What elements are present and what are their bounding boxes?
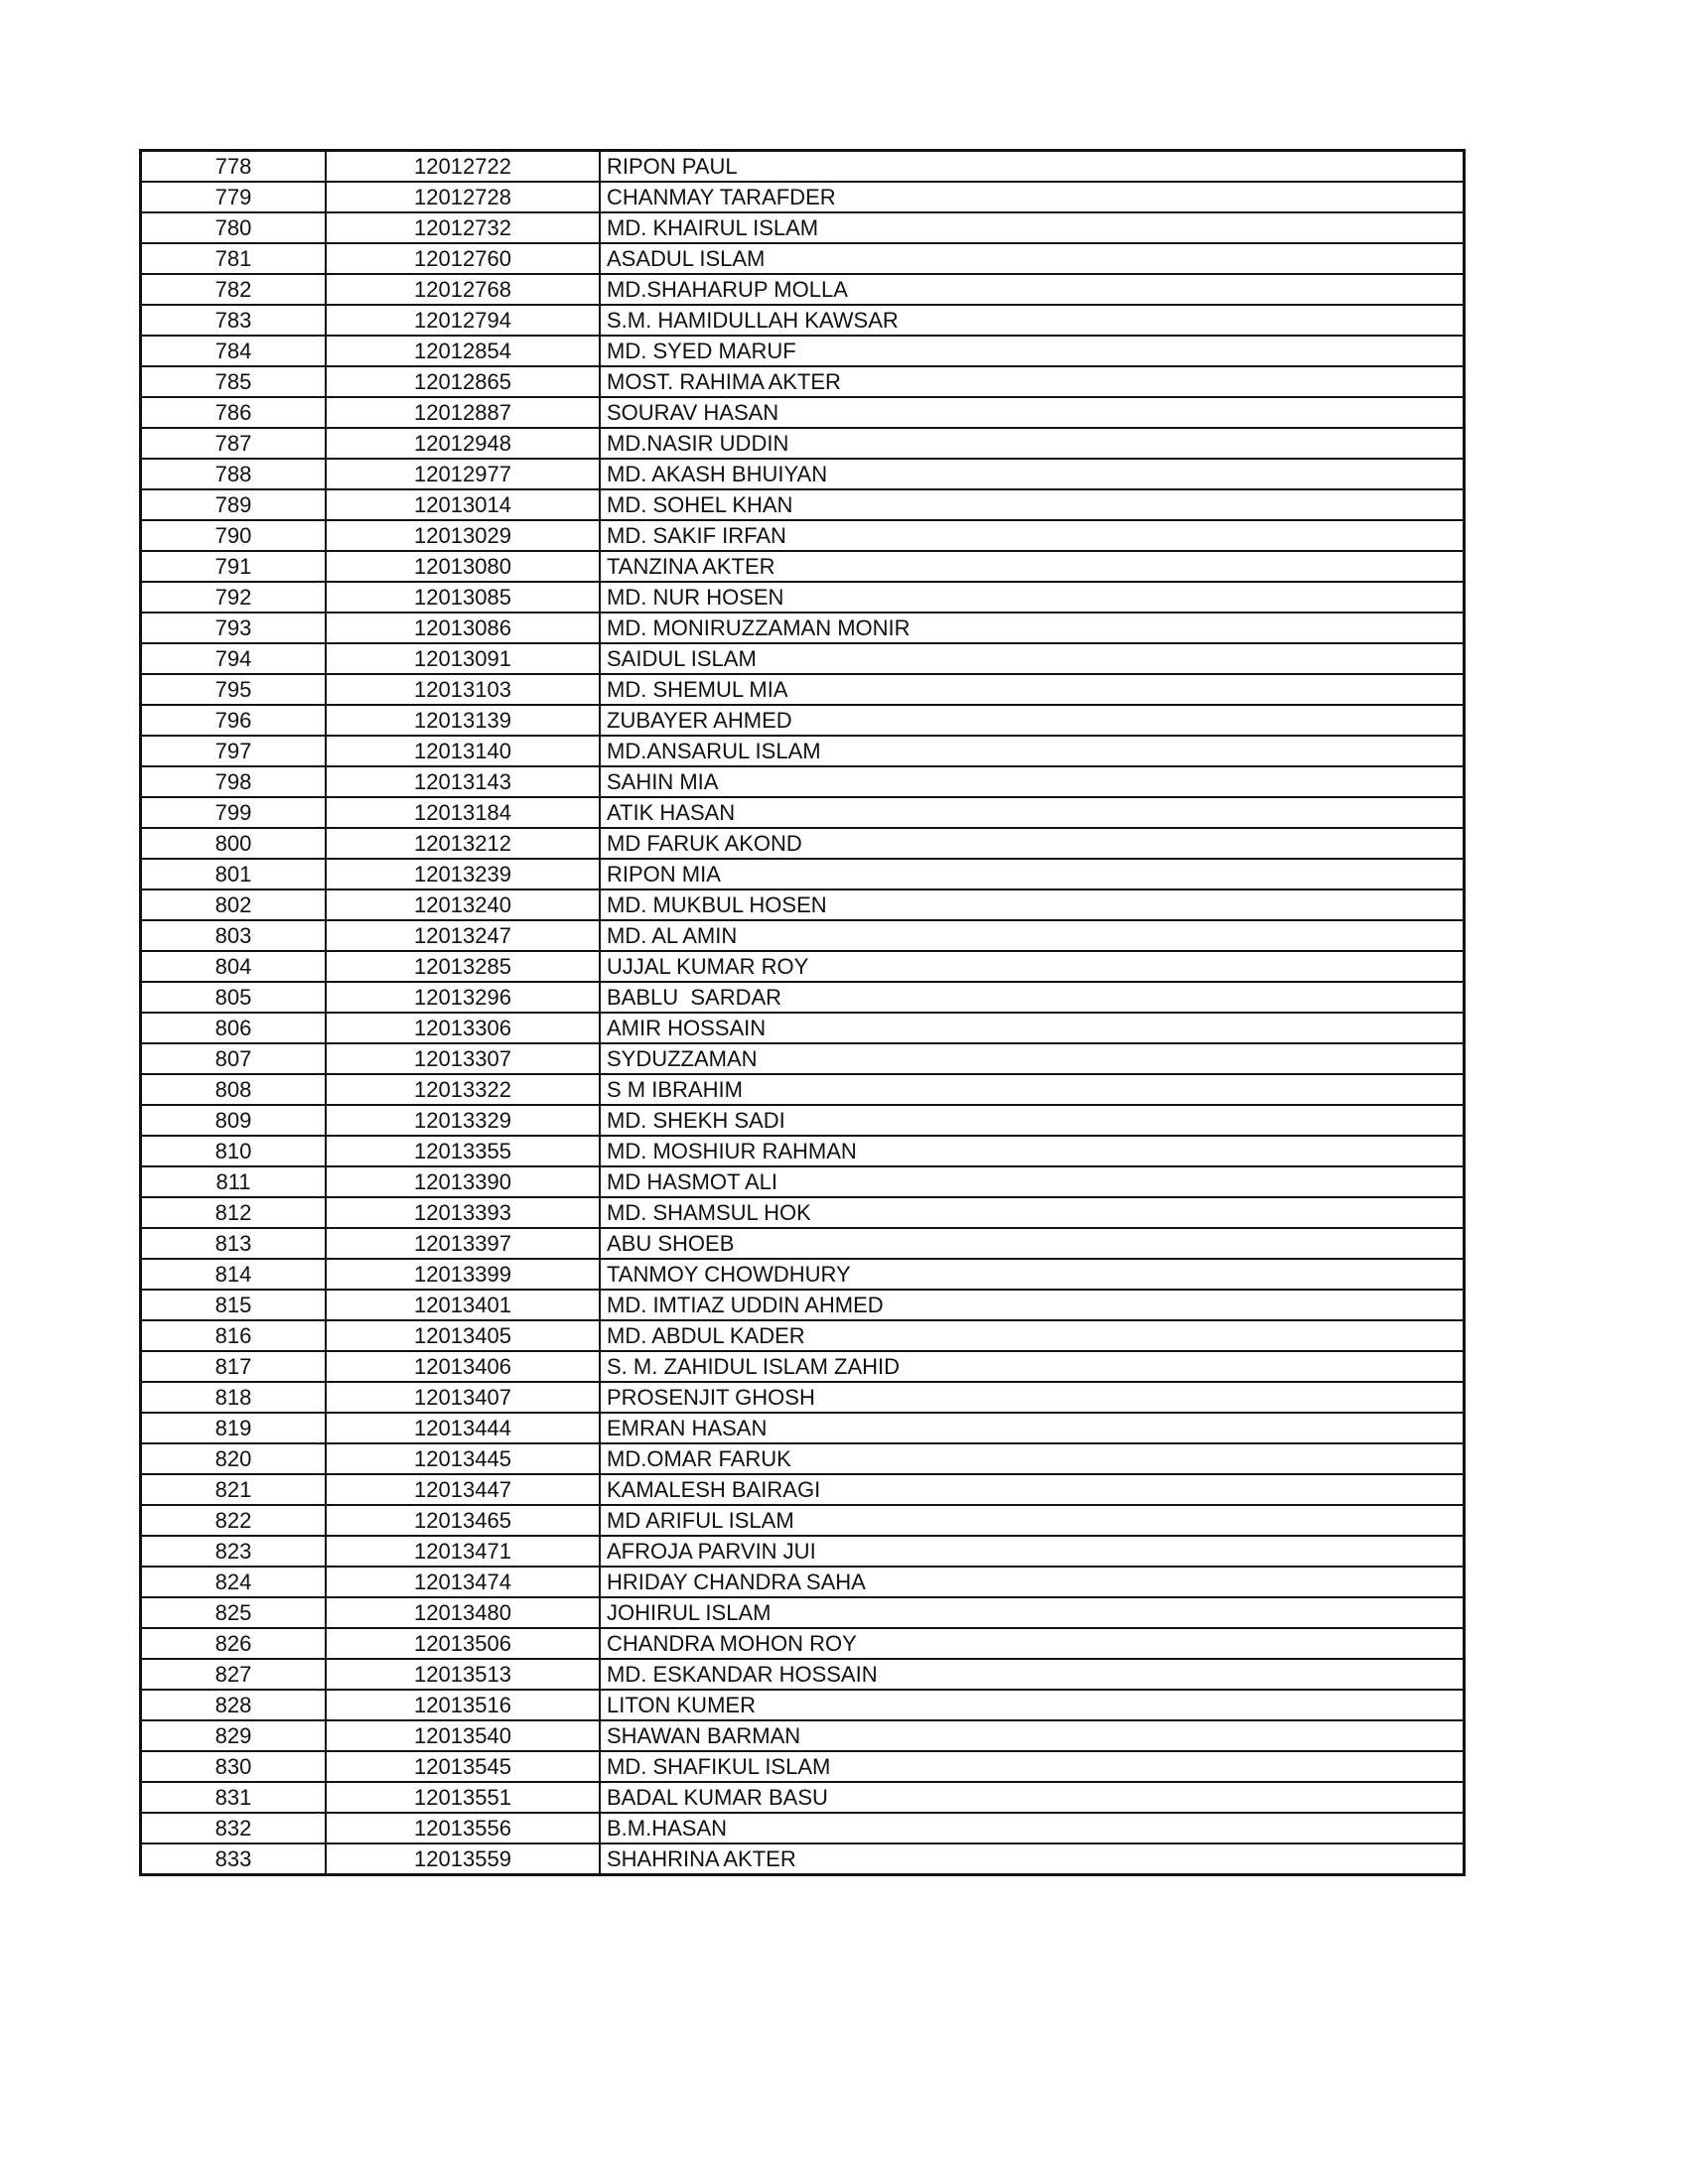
serial-cell: 811	[141, 1166, 327, 1197]
candidate-name-cell: MD HASMOT ALI	[600, 1166, 1465, 1197]
roll-number-cell: 12013029	[326, 520, 600, 551]
table-row	[141, 1043, 1465, 1074]
candidate-name-cell: SHAWAN BARMAN	[600, 1720, 1465, 1751]
serial-cell: 822	[141, 1505, 327, 1536]
roll-number-cell: 12013322	[326, 1074, 600, 1105]
candidate-name-cell: S.M. HAMIDULLAH KAWSAR	[600, 305, 1465, 336]
table-row	[141, 1382, 1465, 1413]
serial-cell: 794	[141, 643, 327, 674]
candidate-name-cell: MD.SHAHARUP MOLLA	[600, 274, 1465, 305]
serial-cell: 804	[141, 951, 327, 982]
table-row	[141, 489, 1465, 520]
serial-cell: 819	[141, 1413, 327, 1443]
table-row	[141, 705, 1465, 736]
serial-cell: 816	[141, 1320, 327, 1351]
table-row	[141, 1259, 1465, 1290]
table-row	[141, 1013, 1465, 1043]
serial-cell: 817	[141, 1351, 327, 1382]
roll-number-cell: 12013307	[326, 1043, 600, 1074]
table-row	[141, 1166, 1465, 1197]
serial-cell: 801	[141, 859, 327, 889]
candidate-name-cell: MD. AL AMIN	[600, 920, 1465, 951]
table-row	[141, 459, 1465, 489]
candidate-name-cell: S M IBRAHIM	[600, 1074, 1465, 1105]
table-row	[141, 1813, 1465, 1843]
serial-cell: 786	[141, 397, 327, 428]
roll-number-cell: 12012854	[326, 336, 600, 366]
roll-number-cell: 12013551	[326, 1782, 600, 1813]
candidate-name-cell: MD. ABDUL KADER	[600, 1320, 1465, 1351]
candidate-name-cell: MD.ANSARUL ISLAM	[600, 736, 1465, 766]
roll-number-cell: 12013140	[326, 736, 600, 766]
roll-number-cell: 12013397	[326, 1228, 600, 1259]
serial-cell: 808	[141, 1074, 327, 1105]
roll-number-cell: 12013465	[326, 1505, 600, 1536]
serial-cell: 790	[141, 520, 327, 551]
roll-number-cell: 12013513	[326, 1659, 600, 1690]
table-row	[141, 1074, 1465, 1105]
serial-cell: 798	[141, 766, 327, 797]
candidate-name-cell: ABU SHOEB	[600, 1228, 1465, 1259]
candidate-name-cell: TANMOY CHOWDHURY	[600, 1259, 1465, 1290]
candidate-name-cell: MD. SHEMUL MIA	[600, 674, 1465, 705]
candidate-name-cell: RIPON PAUL	[600, 151, 1465, 183]
roll-number-cell: 12013184	[326, 797, 600, 828]
serial-cell: 833	[141, 1843, 327, 1875]
roll-number-cell: 12012865	[326, 366, 600, 397]
candidate-name-cell: JOHIRUL ISLAM	[600, 1597, 1465, 1628]
table-row	[141, 1443, 1465, 1474]
candidate-name-cell: RIPON MIA	[600, 859, 1465, 889]
serial-cell: 818	[141, 1382, 327, 1413]
table-row	[141, 1320, 1465, 1351]
serial-cell: 827	[141, 1659, 327, 1690]
candidate-name-cell: MD. NUR HOSEN	[600, 582, 1465, 613]
table-row	[141, 336, 1465, 366]
roll-number-cell: 12012722	[326, 151, 600, 183]
serial-cell: 782	[141, 274, 327, 305]
table-row	[141, 1197, 1465, 1228]
roll-number-cell: 12013480	[326, 1597, 600, 1628]
candidate-name-cell: HRIDAY CHANDRA SAHA	[600, 1567, 1465, 1597]
roll-number-cell: 12013240	[326, 889, 600, 920]
serial-cell: 821	[141, 1474, 327, 1505]
candidate-name-cell: MD FARUK AKOND	[600, 828, 1465, 859]
serial-cell: 788	[141, 459, 327, 489]
serial-cell: 779	[141, 182, 327, 212]
roll-number-cell: 12013306	[326, 1013, 600, 1043]
serial-cell: 780	[141, 212, 327, 243]
roll-number-cell: 12013401	[326, 1290, 600, 1320]
roll-number-cell: 12013556	[326, 1813, 600, 1843]
serial-cell: 795	[141, 674, 327, 705]
roll-number-cell: 12013103	[326, 674, 600, 705]
candidate-name-cell: TANZINA AKTER	[600, 551, 1465, 582]
table-row	[141, 1136, 1465, 1166]
table-row	[141, 582, 1465, 613]
candidate-name-cell: MOST. RAHIMA AKTER	[600, 366, 1465, 397]
candidate-name-cell: MD. SAKIF IRFAN	[600, 520, 1465, 551]
serial-cell: 831	[141, 1782, 327, 1813]
roll-number-cell: 12013406	[326, 1351, 600, 1382]
candidate-name-cell: MD. MOSHIUR RAHMAN	[600, 1136, 1465, 1166]
roll-number-cell: 12013559	[326, 1843, 600, 1875]
table-row	[141, 766, 1465, 797]
serial-cell: 785	[141, 366, 327, 397]
serial-cell: 824	[141, 1567, 327, 1597]
candidate-name-cell: SAIDUL ISLAM	[600, 643, 1465, 674]
table-row	[141, 1751, 1465, 1782]
roll-number-cell: 12013540	[326, 1720, 600, 1751]
table-row	[141, 1474, 1465, 1505]
roll-number-cell: 12013399	[326, 1259, 600, 1290]
table-row	[141, 736, 1465, 766]
serial-cell: 813	[141, 1228, 327, 1259]
table-row	[141, 1505, 1465, 1536]
candidate-name-cell: EMRAN HASAN	[600, 1413, 1465, 1443]
table-row	[141, 428, 1465, 459]
candidate-name-cell: MD. SOHEL KHAN	[600, 489, 1465, 520]
candidate-name-cell: MD. MONIRUZZAMAN MONIR	[600, 613, 1465, 643]
candidate-name-cell: SYDUZZAMAN	[600, 1043, 1465, 1074]
table-row	[141, 1105, 1465, 1136]
roll-number-cell: 12013393	[326, 1197, 600, 1228]
candidate-name-cell: MD. KHAIRUL ISLAM	[600, 212, 1465, 243]
roll-number-cell: 12013355	[326, 1136, 600, 1166]
table-row	[141, 1690, 1465, 1720]
document-page	[139, 149, 1466, 1876]
table-row	[141, 1413, 1465, 1443]
serial-cell: 783	[141, 305, 327, 336]
serial-cell: 814	[141, 1259, 327, 1290]
table-row	[141, 397, 1465, 428]
serial-cell: 791	[141, 551, 327, 582]
serial-cell: 805	[141, 982, 327, 1013]
table-row	[141, 920, 1465, 951]
table-row	[141, 1843, 1465, 1875]
serial-cell: 793	[141, 613, 327, 643]
table-row	[141, 551, 1465, 582]
candidate-name-cell: UJJAL KUMAR ROY	[600, 951, 1465, 982]
serial-cell: 809	[141, 1105, 327, 1136]
roll-number-cell: 12012768	[326, 274, 600, 305]
table-row	[141, 1782, 1465, 1813]
candidate-name-cell: MD. SHAMSUL HOK	[600, 1197, 1465, 1228]
roll-number-cell: 12013296	[326, 982, 600, 1013]
roll-number-cell: 12013247	[326, 920, 600, 951]
candidate-name-cell: MD.NASIR UDDIN	[600, 428, 1465, 459]
serial-cell: 812	[141, 1197, 327, 1228]
candidate-name-cell: MD. SHEKH SADI	[600, 1105, 1465, 1136]
roll-number-cell: 12013086	[326, 613, 600, 643]
table-row	[141, 151, 1465, 183]
serial-cell: 810	[141, 1136, 327, 1166]
candidate-name-cell: AMIR HOSSAIN	[600, 1013, 1465, 1043]
roll-number-cell: 12012794	[326, 305, 600, 336]
roll-number-cell: 12013139	[326, 705, 600, 736]
serial-cell: 787	[141, 428, 327, 459]
candidate-name-cell: MD ARIFUL ISLAM	[600, 1505, 1465, 1536]
roll-number-cell: 12013239	[326, 859, 600, 889]
table-row	[141, 182, 1465, 212]
table-row	[141, 1720, 1465, 1751]
candidate-name-cell: MD. ESKANDAR HOSSAIN	[600, 1659, 1465, 1690]
serial-cell: 797	[141, 736, 327, 766]
serial-cell: 802	[141, 889, 327, 920]
serial-cell: 784	[141, 336, 327, 366]
serial-cell: 807	[141, 1043, 327, 1074]
candidate-name-cell: MD. SYED MARUF	[600, 336, 1465, 366]
candidate-table-body	[141, 151, 1465, 1875]
candidate-name-cell: MD. SHAFIKUL ISLAM	[600, 1751, 1465, 1782]
table-row	[141, 366, 1465, 397]
table-row	[141, 520, 1465, 551]
table-row	[141, 1567, 1465, 1597]
candidate-name-cell: KAMALESH BAIRAGI	[600, 1474, 1465, 1505]
table-row	[141, 859, 1465, 889]
serial-cell: 828	[141, 1690, 327, 1720]
candidate-name-cell: ATIK HASAN	[600, 797, 1465, 828]
candidate-name-cell: S. M. ZAHIDUL ISLAM ZAHID	[600, 1351, 1465, 1382]
roll-number-cell: 12013405	[326, 1320, 600, 1351]
serial-cell: 792	[141, 582, 327, 613]
table-row	[141, 828, 1465, 859]
serial-cell: 815	[141, 1290, 327, 1320]
candidate-name-cell: SAHIN MIA	[600, 766, 1465, 797]
serial-cell: 806	[141, 1013, 327, 1043]
table-row	[141, 1290, 1465, 1320]
roll-number-cell: 12012977	[326, 459, 600, 489]
roll-number-cell: 12013091	[326, 643, 600, 674]
candidate-name-cell: B.M.HASAN	[600, 1813, 1465, 1843]
candidate-name-cell: BABLU SARDAR	[600, 982, 1465, 1013]
table-row	[141, 1536, 1465, 1567]
table-row	[141, 889, 1465, 920]
roll-number-cell: 12013329	[326, 1105, 600, 1136]
serial-cell: 803	[141, 920, 327, 951]
roll-number-cell: 12013506	[326, 1628, 600, 1659]
table-row	[141, 982, 1465, 1013]
candidate-table	[139, 149, 1466, 1876]
roll-number-cell: 12012948	[326, 428, 600, 459]
table-row	[141, 1228, 1465, 1259]
roll-number-cell: 12013516	[326, 1690, 600, 1720]
table-row	[141, 643, 1465, 674]
roll-number-cell: 12013444	[326, 1413, 600, 1443]
serial-cell: 832	[141, 1813, 327, 1843]
roll-number-cell: 12013407	[326, 1382, 600, 1413]
roll-number-cell: 12013445	[326, 1443, 600, 1474]
table-row	[141, 1659, 1465, 1690]
roll-number-cell: 12013085	[326, 582, 600, 613]
roll-number-cell: 12012887	[326, 397, 600, 428]
roll-number-cell: 12012728	[326, 182, 600, 212]
table-row	[141, 1351, 1465, 1382]
candidate-name-cell: SOURAV HASAN	[600, 397, 1465, 428]
serial-cell: 823	[141, 1536, 327, 1567]
table-row	[141, 951, 1465, 982]
roll-number-cell: 12013143	[326, 766, 600, 797]
candidate-name-cell: MD. AKASH BHUIYAN	[600, 459, 1465, 489]
serial-cell: 830	[141, 1751, 327, 1782]
roll-number-cell: 12013447	[326, 1474, 600, 1505]
roll-number-cell: 12012760	[326, 243, 600, 274]
serial-cell: 820	[141, 1443, 327, 1474]
roll-number-cell: 12013471	[326, 1536, 600, 1567]
table-row	[141, 212, 1465, 243]
table-row	[141, 274, 1465, 305]
candidate-name-cell: PROSENJIT GHOSH	[600, 1382, 1465, 1413]
serial-cell: 789	[141, 489, 327, 520]
table-row	[141, 1628, 1465, 1659]
candidate-name-cell: ASADUL ISLAM	[600, 243, 1465, 274]
table-row	[141, 243, 1465, 274]
candidate-name-cell: MD.OMAR FARUK	[600, 1443, 1465, 1474]
table-row	[141, 674, 1465, 705]
serial-cell: 825	[141, 1597, 327, 1628]
table-row	[141, 613, 1465, 643]
table-row	[141, 305, 1465, 336]
candidate-name-cell: MD. MUKBUL HOSEN	[600, 889, 1465, 920]
candidate-name-cell: LITON KUMER	[600, 1690, 1465, 1720]
roll-number-cell: 12013080	[326, 551, 600, 582]
candidate-name-cell: AFROJA PARVIN JUI	[600, 1536, 1465, 1567]
candidate-name-cell: ZUBAYER AHMED	[600, 705, 1465, 736]
serial-cell: 799	[141, 797, 327, 828]
candidate-name-cell: CHANDRA MOHON ROY	[600, 1628, 1465, 1659]
roll-number-cell: 12013545	[326, 1751, 600, 1782]
roll-number-cell: 12013285	[326, 951, 600, 982]
table-row	[141, 1597, 1465, 1628]
serial-cell: 778	[141, 151, 327, 183]
serial-cell: 800	[141, 828, 327, 859]
table-row	[141, 797, 1465, 828]
serial-cell: 796	[141, 705, 327, 736]
roll-number-cell: 12013474	[326, 1567, 600, 1597]
roll-number-cell: 12013390	[326, 1166, 600, 1197]
serial-cell: 826	[141, 1628, 327, 1659]
roll-number-cell: 12012732	[326, 212, 600, 243]
candidate-name-cell: SHAHRINA AKTER	[600, 1843, 1465, 1875]
candidate-name-cell: MD. IMTIAZ UDDIN AHMED	[600, 1290, 1465, 1320]
roll-number-cell: 12013212	[326, 828, 600, 859]
serial-cell: 781	[141, 243, 327, 274]
serial-cell: 829	[141, 1720, 327, 1751]
candidate-name-cell: CHANMAY TARAFDER	[600, 182, 1465, 212]
candidate-name-cell: BADAL KUMAR BASU	[600, 1782, 1465, 1813]
roll-number-cell: 12013014	[326, 489, 600, 520]
